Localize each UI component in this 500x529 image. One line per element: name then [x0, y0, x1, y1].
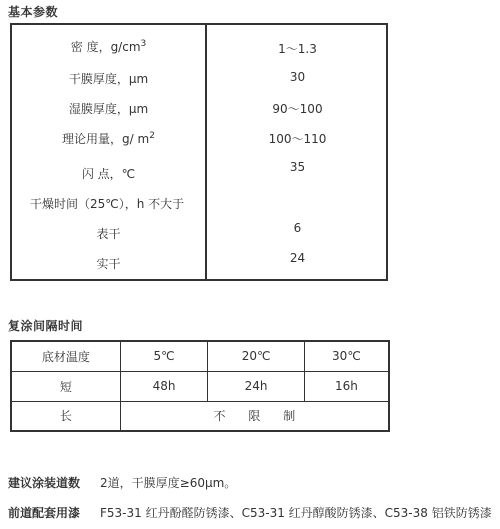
basic-params-table [10, 23, 388, 281]
row-label-short: 短 [11, 371, 120, 401]
short-30: 16h [304, 371, 389, 401]
param-value-wet-film: 90～100 [272, 102, 323, 116]
primer-compatible-value: F53-31 红丹酚醛防锈漆、C53-31 红丹醇酸防锈漆、C53-38 铝铁防锈漆 [100, 506, 492, 520]
param-label-hard-dry: 实干 [96, 257, 121, 271]
param-label-density: 密 度，$g/cm^3$ [70, 39, 147, 54]
param-value-hard-dry: 24 [289, 251, 306, 265]
param-value-density: 1～1.3 [278, 42, 317, 56]
table-divider [205, 25, 207, 279]
param-label-coverage: 理论用量，g/ $m^2$ [62, 131, 155, 146]
param-label-drying-time: 干燥时间（25℃），h 不大于 [30, 197, 185, 211]
recoat-interval-table [10, 340, 390, 432]
primer-compatible [8, 504, 492, 521]
header-temp-5: 5℃ [120, 341, 208, 371]
param-value-coverage: 100～110 [268, 132, 327, 146]
row-label-long: 长 [11, 401, 120, 431]
param-label-flash-point: 闪 点，℃ [81, 167, 136, 181]
header-temp-20: 20℃ [208, 341, 305, 371]
param-value-dry-film: 30 [289, 70, 306, 84]
recommended-coats [8, 474, 236, 491]
basic-params-title: 基本参数 [8, 5, 59, 19]
param-value-surface-dry: 6 [293, 221, 302, 235]
long-unlimited: 不 限 制 [120, 401, 389, 431]
recoat-interval-title: 复涂间隔时间 [8, 319, 84, 333]
primer-compatible-label: 前道配套用漆 [8, 506, 81, 520]
param-label-wet-film: 湿膜厚度，μm [68, 102, 149, 116]
param-label-dry-film: 干膜厚度，μm [68, 72, 149, 86]
table-row [11, 401, 389, 431]
header-temp-30: 30℃ [304, 341, 389, 371]
recommended-coats-label: 建议涂装道数 [8, 476, 81, 490]
param-value-flash-point: 35 [289, 160, 306, 174]
table-row [11, 341, 389, 371]
table-row [11, 371, 389, 401]
param-label-surface-dry: 表干 [96, 227, 121, 241]
short-5: 48h [120, 371, 208, 401]
short-20: 24h [208, 371, 305, 401]
recommended-coats-value: 2道，干膜厚度≥60μm。 [100, 476, 237, 490]
header-substrate-temp: 底材温度 [11, 341, 120, 371]
